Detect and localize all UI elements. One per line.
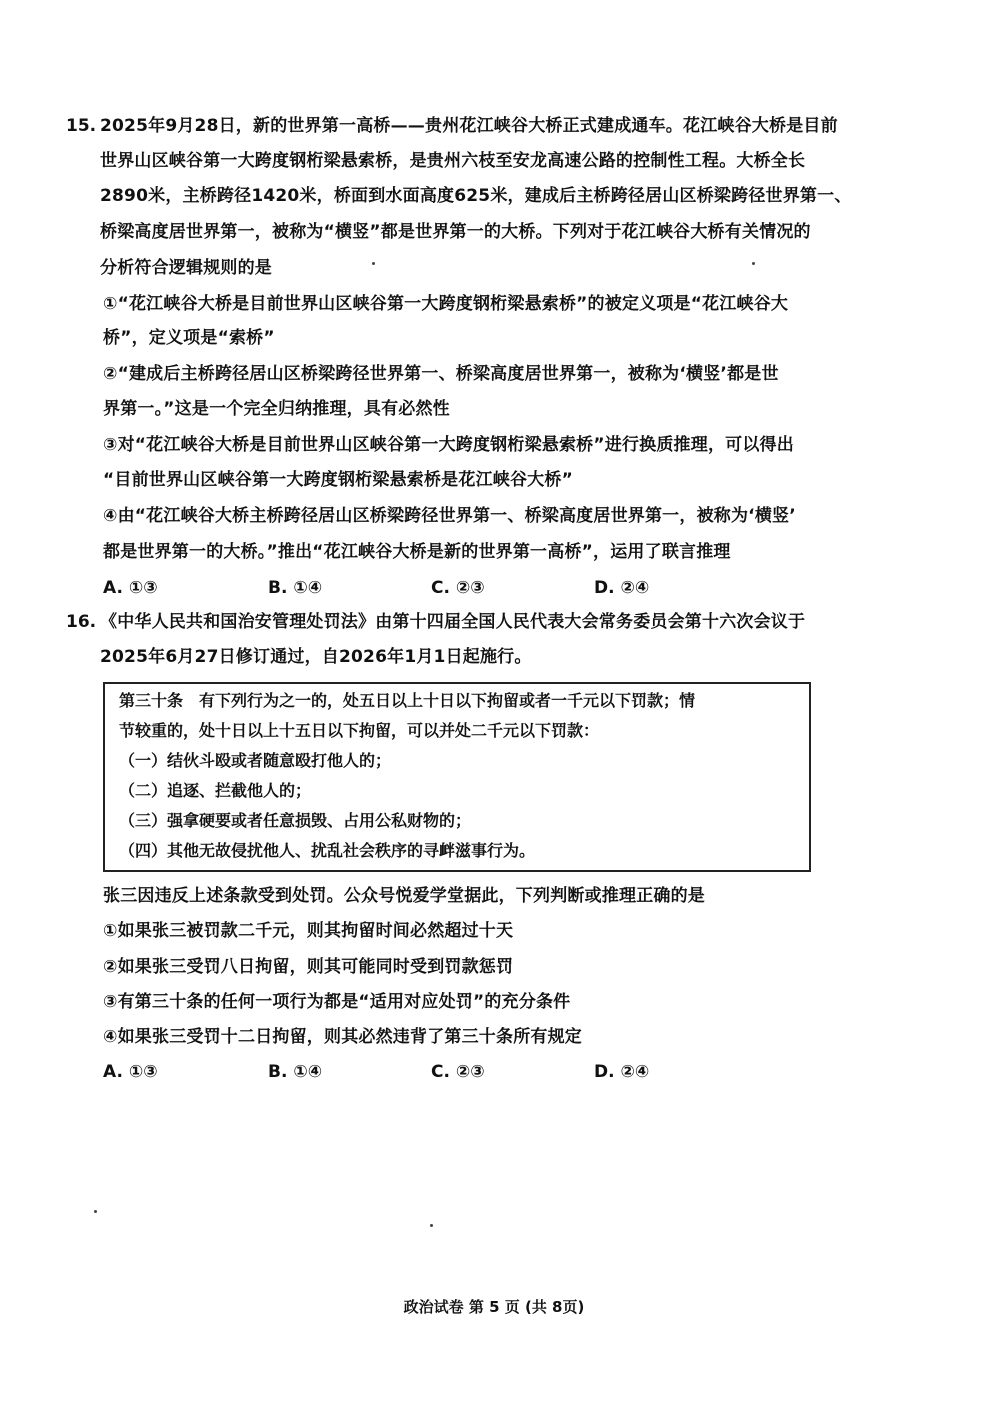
question-15-number: 15. (66, 116, 97, 136)
question-15-statement-2-cont: 界第一。”这是一个完全归纳推理，具有必然性 (103, 399, 450, 419)
option-b[interactable]: B. ①④ (268, 1062, 323, 1082)
law-article-item: （二）追逐、拦截他人的； (119, 781, 312, 800)
question-16-statement-3: ③有第三十条的任何一项行为都是“适用对应处罚”的充分条件 (103, 992, 571, 1012)
scan-speck (752, 262, 755, 265)
question-15-statement-1-cont: 桥”，定义项是“索桥” (103, 328, 275, 348)
question-15-stem-line: 世界山区峡谷第一大跨度钢桁梁悬索桥，是贵州六枝至安龙高速公路的控制性工程。大桥全长 (100, 151, 806, 171)
question-15-stem-line: 分析符合逻辑规则的是 (100, 258, 272, 278)
question-15-options (103, 576, 803, 600)
law-article-item: （三）强拿硬要或者任意损毁、占用公私财物的； (119, 811, 472, 830)
law-article-line: 节较重的，处十日以上十五日以下拘留，可以并处二千元以下罚款： (119, 721, 600, 740)
scan-speck (430, 1224, 433, 1227)
question-16-statement-2: ②如果张三受罚八日拘留，则其可能同时受到罚款惩罚 (103, 957, 514, 977)
question-15-stem-line: 2025年9月28日，新的世界第一高桥——贵州花江峡谷大桥正式建成通车。花江峡谷大桥是目前 (100, 116, 838, 136)
question-15-statement-3: ③对“花江峡谷大桥是目前世界山区峡谷第一大跨度钢桁梁悬索桥”进行换质推理，可以得出 (103, 435, 794, 455)
option-a[interactable]: A. ①③ (103, 1062, 158, 1082)
question-15-statement-3-cont: “目前世界山区峡谷第一大跨度钢桁梁悬索桥是花江峡谷大桥” (103, 470, 573, 490)
law-article-item: （一）结伙斗殴或者随意殴打他人的； (119, 751, 392, 770)
question-15-stem-line: 2890米，主桥跨径1420米，桥面到水面高度625米，建成后主桥跨径居山区桥梁跨径世界第一、 (100, 186, 852, 206)
question-15-statement-2: ②“建成后主桥跨径居山区桥梁跨径世界第一、桥梁高度居世界第一，被称为‘横竖’都是世 (103, 364, 779, 384)
question-15-statement-4: ④由“花江峡谷大桥主桥跨径居山区桥梁跨径世界第一、桥梁高度居世界第一，被称为‘横竖’ (103, 506, 796, 526)
question-16-stem-line: 2025年6月27日修订通过，自2026年1月1日起施行。 (100, 647, 532, 667)
question-16-number: 16. (66, 612, 97, 632)
question-15-stem-line: 桥梁高度居世界第一，被称为“横竖”都是世界第一的大桥。下列对于花江峡谷大桥有关情况的 (100, 222, 811, 242)
scan-speck (372, 262, 375, 265)
option-a[interactable]: A. ①③ (103, 578, 158, 598)
option-b[interactable]: B. ①④ (268, 578, 323, 598)
question-15-statement-4-cont: 都是世界第一的大桥。”推出“花江峡谷大桥是新的世界第一高桥”，运用了联言推理 (103, 542, 731, 562)
option-d[interactable]: D. ②④ (594, 1062, 650, 1082)
page-footer: 政治试卷 第 5 页 (共 8页) (403, 1298, 585, 1316)
scan-speck (94, 1210, 97, 1213)
question-16-stem-line: 《中华人民共和国治安管理处罚法》由第十四届全国人民代表大会常务委员会第十六次会议于 (100, 612, 806, 632)
question-16-statement-4: ④如果张三受罚十二日拘留，则其必然违背了第三十条所有规定 (103, 1027, 582, 1047)
option-c[interactable]: C. ②③ (431, 1062, 485, 1082)
law-article-line: 第三十条 有下列行为之一的，处五日以上十日以下拘留或者一千元以下罚款；情 (119, 691, 696, 710)
option-c[interactable]: C. ②③ (431, 578, 485, 598)
law-article-item: （四）其他无故侵扰他人、扰乱社会秩序的寻衅滋事行为。 (119, 841, 536, 860)
question-16-statement-1: ①如果张三被罚款二千元，则其拘留时间必然超过十天 (103, 921, 514, 941)
law-article-box (103, 682, 811, 872)
question-16-prompt: 张三因违反上述条款受到处罚。公众号悦爱学堂据此，下列判断或推理正确的是 (103, 886, 705, 906)
question-16-options (103, 1060, 803, 1084)
question-15-statement-1: ①“花江峡谷大桥是目前世界山区峡谷第一大跨度钢桁梁悬索桥”的被定义项是“花江峡谷大 (103, 294, 789, 314)
option-d[interactable]: D. ②④ (594, 578, 650, 598)
